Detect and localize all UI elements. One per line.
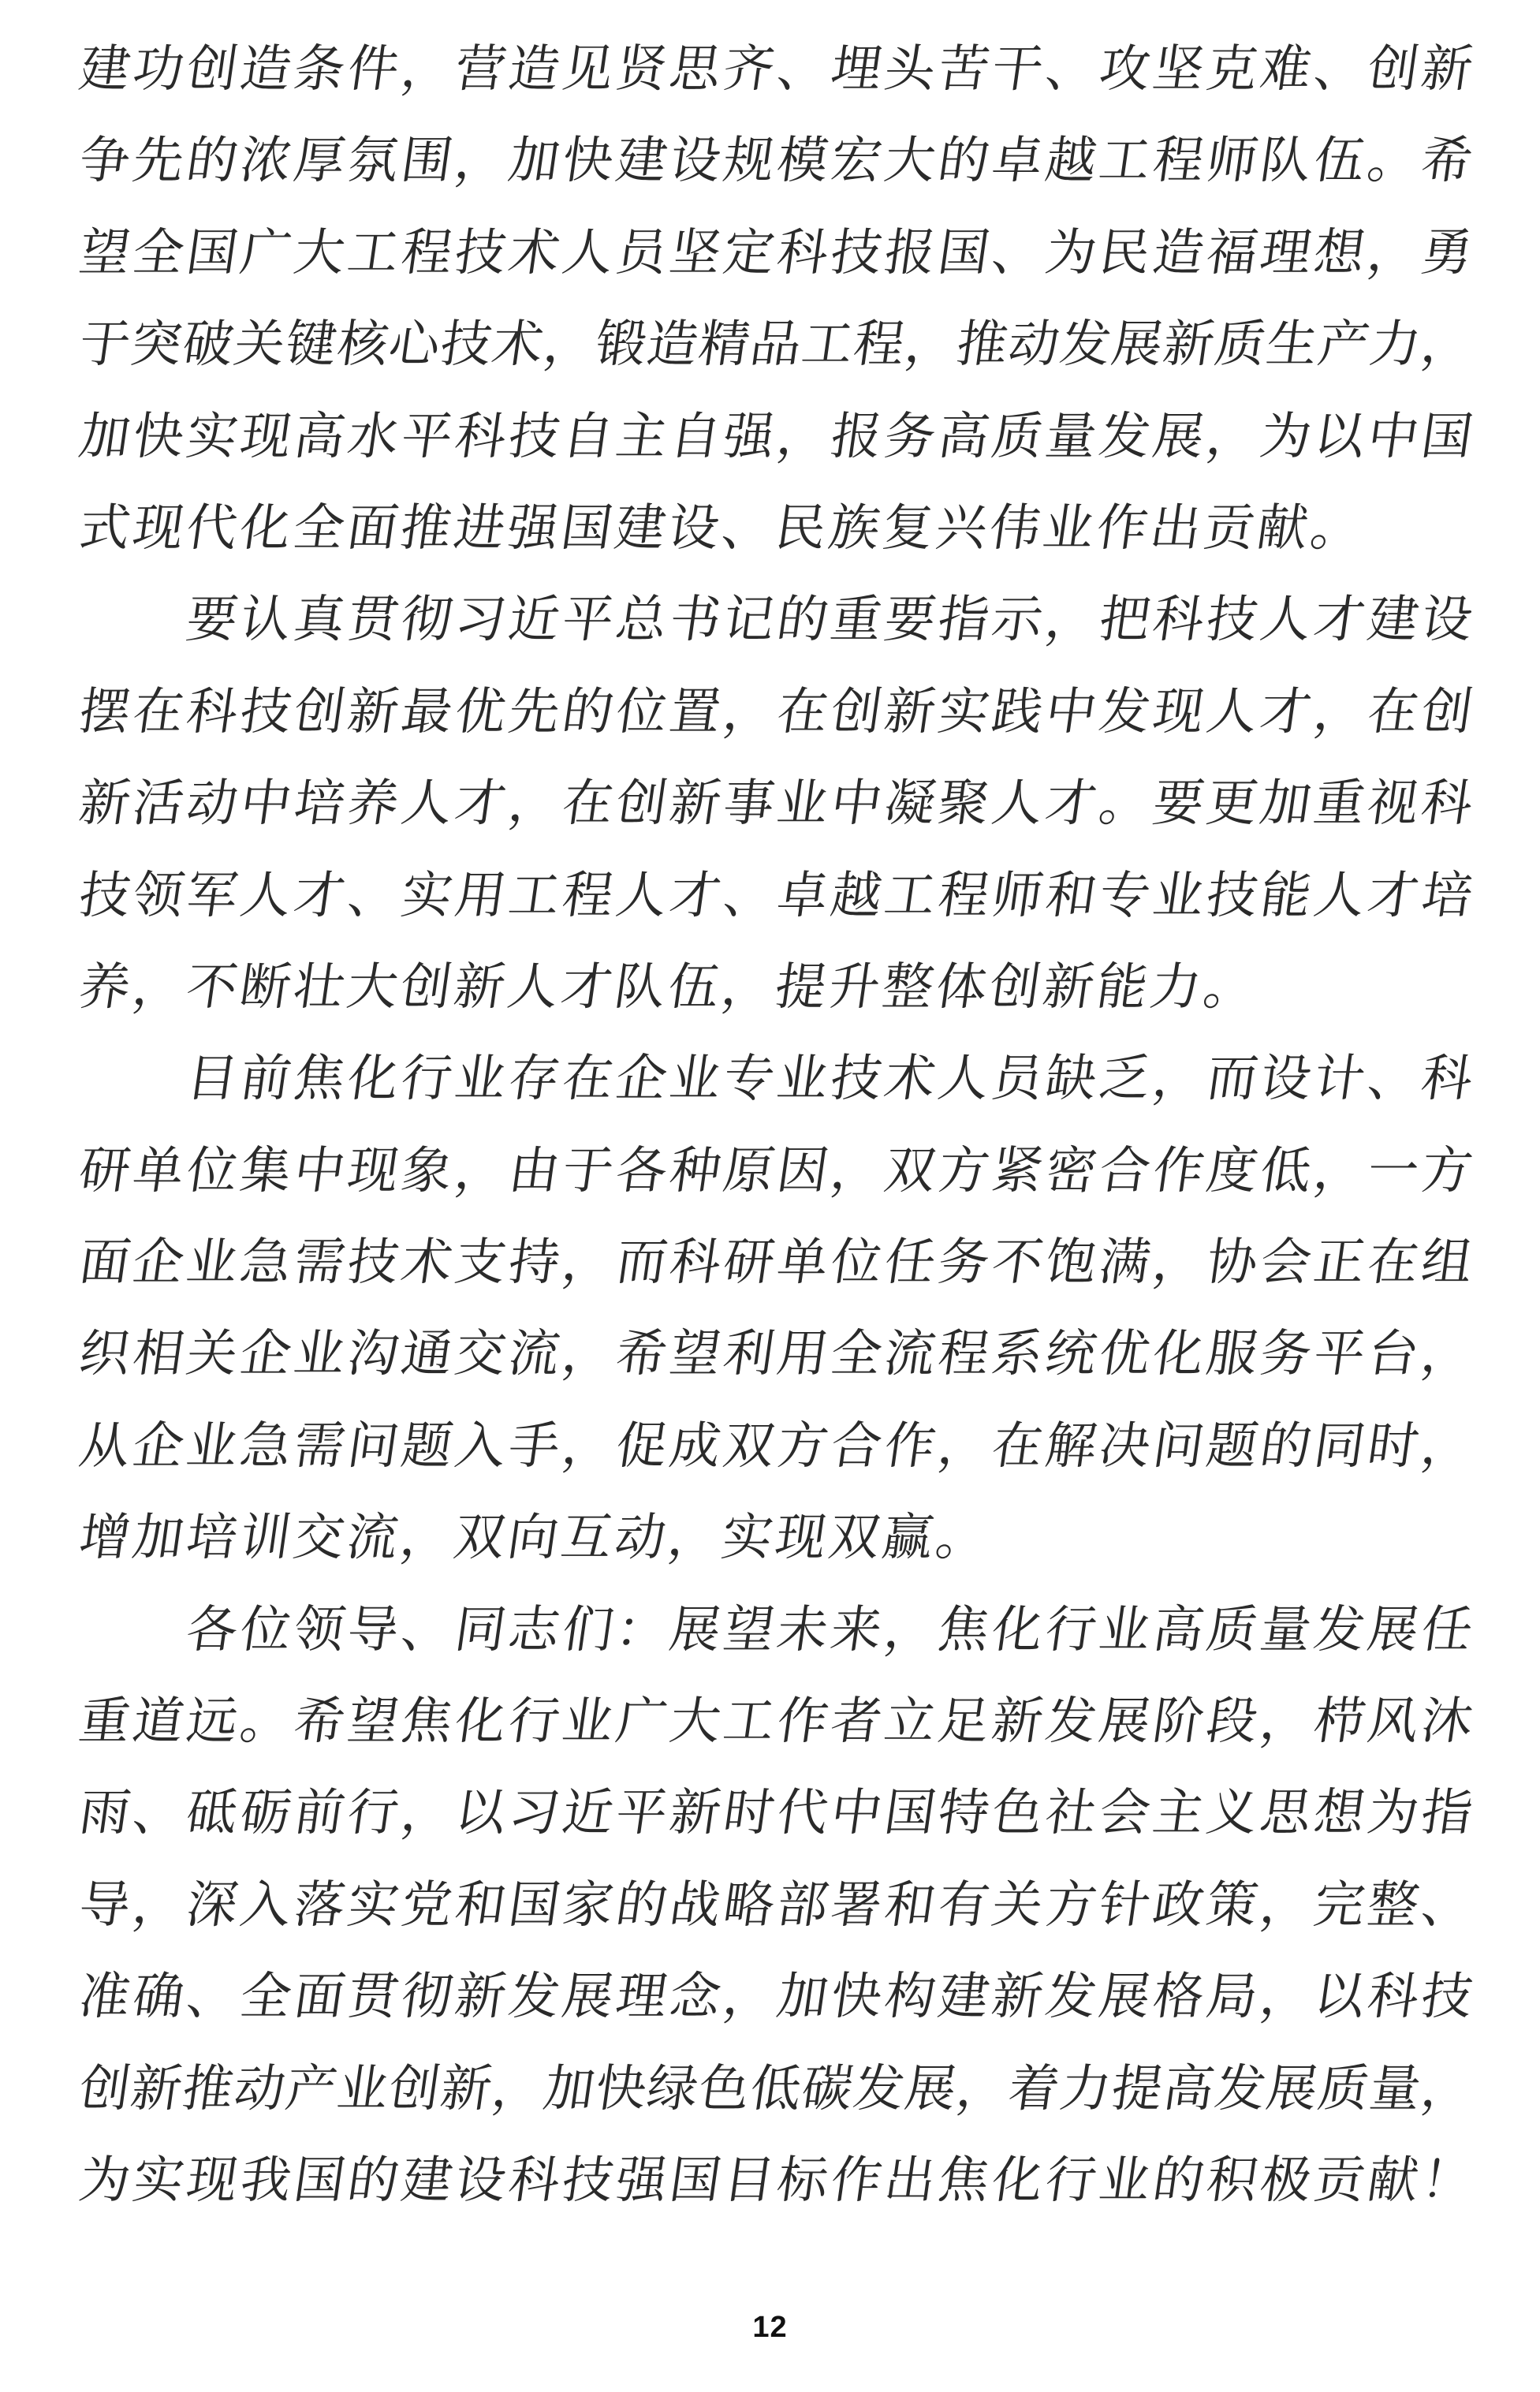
text-line: 建功创造条件，营造见贤思齐、埋头苦干、攻坚克难、创新 (75, 41, 1476, 97)
text-line: 从企业急需问题入手，促成双方合作，在解决问题的同时， (75, 1417, 1476, 1474)
text-line: 要认真贯彻习近平总书记的重要指示，把科技人才建设 (182, 591, 1476, 648)
document-body (75, 24, 1476, 2226)
text-line: 为实现我国的建设科技强国目标作出焦化行业的积极贡献！ (75, 2151, 1476, 2208)
text-line: 目前焦化行业存在企业专业技术人员缺乏，而设计、科 (182, 1050, 1476, 1107)
text-line: 摆在科技创新最优先的位置，在创新实践中发现人才，在创 (75, 683, 1476, 740)
text-line: 创新推动产业创新，加快绿色低碳发展，着力提高发展质量， (75, 2060, 1476, 2117)
text-line: 加快实现高水平科技自主自强，报务高质量发展，为以中国 (75, 408, 1476, 465)
text-line: 雨、砥砺前行，以习近平新时代中国特色社会主义思想为指 (75, 1785, 1476, 1842)
text-line: 争先的浓厚氛围，加快建设规模宏大的卓越工程师队伍。希 (75, 132, 1476, 189)
page-footer (0, 2311, 1540, 2345)
text-line: 增加培训交流，双向互动，实现双赢。 (75, 1509, 994, 1566)
text-line: 望全国广大工程技术人员坚定科技报国、为民造福理想，勇 (75, 224, 1476, 281)
text-line: 养，不断壮大创新人才队伍，提升整体创新能力。 (75, 958, 1262, 1015)
text-line: 式现代化全面推进强国建设、民族复兴伟业作出贡献。 (75, 499, 1369, 556)
text-line: 于突破关键核心技术，锻造精品工程，推动发展新质生产力， (75, 316, 1476, 373)
text-line: 准确、全面贯彻新发展理念，加快构建新发展格局，以科技 (75, 1968, 1476, 2025)
page-number: 12 (752, 2311, 788, 2344)
text-line: 新活动中培养人才，在创新事业中凝聚人才。要更加重视科 (75, 775, 1476, 832)
text-line: 织相关企业沟通交流，希望利用全流程系统优化服务平台， (75, 1326, 1476, 1383)
text-line: 研单位集中现象，由于各种原因，双方紧密合作度低，一方 (75, 1142, 1476, 1199)
text-line: 重道远。希望焦化行业广大工作者立足新发展阶段，栉风沐 (75, 1693, 1476, 1750)
text-line: 技领军人才、实用工程人才、卓越工程师和专业技能人才培 (75, 867, 1476, 924)
text-line: 各位领导、同志们：展望未来，焦化行业高质量发展任 (182, 1601, 1476, 1658)
text-line: 面企业急需技术支持，而科研单位任务不饱满，协会正在组 (75, 1234, 1476, 1291)
text-line: 导，深入落实党和国家的战略部署和有关方针政策，完整、 (75, 1876, 1476, 1933)
